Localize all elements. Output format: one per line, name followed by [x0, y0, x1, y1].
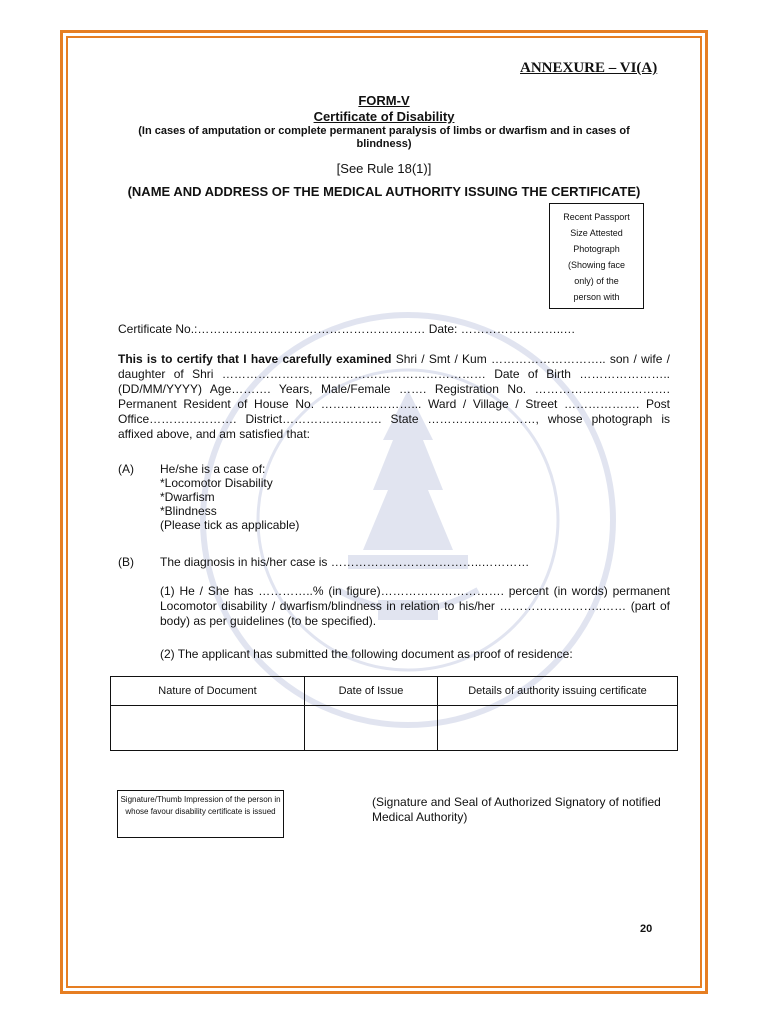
section-a-line: He/she is a case of: — [160, 462, 266, 476]
table-cell[interactable] — [111, 706, 305, 751]
photo-box-line: Recent Passport — [563, 212, 630, 222]
section-a-line: *Blindness — [160, 504, 217, 518]
annexure-heading: ANNEXURE – VI(A) — [520, 60, 658, 76]
certify-bold-text: This is to certify that I have carefully examined — [118, 352, 392, 366]
applicant-signature-box: Signature/Thumb Impression of the person in whose favour disability certificate is issued — [117, 790, 284, 838]
form-title: FORM-V — [358, 93, 410, 108]
certificate-subtitle: (In cases of amputation or complete permanent paralysis of limbs or dwarfism and in cases of blindness) — [138, 125, 630, 150]
column-header-date: Date of Issue — [305, 677, 438, 706]
photo-box-line: (Showing face — [567, 260, 626, 270]
medical-authority-heading: (NAME AND ADDRESS OF THE MEDICAL AUTHORITY ISSUING THE CERTIFICATE) — [127, 184, 641, 199]
table-row — [111, 706, 678, 751]
table-cell[interactable] — [305, 706, 438, 751]
residence-documents-table — [110, 676, 678, 751]
section-a-list — [160, 462, 299, 532]
page-number: 20 — [640, 923, 653, 935]
photo-box-line: Photograph — [573, 244, 620, 254]
rule-reference: [See Rule 18(1)] — [336, 161, 432, 176]
certify-details-text: Shri / Smt / Kum ……………………….. son / wife / daughter of Shri ………………………………………………………… Date of Birth ………………….. (DD/MM/YYYY) Age………. Years, Male/Female ……. Registration No. ……………………………. Permanent Resident of House No. …………..………... Ward / Village / Street ………………. Post Office…………………. District……………………. State ………………………, whose photograph is affixed above, and am satisfied that: — [118, 352, 670, 441]
column-header-authority: Details of authority issuing certificate — [438, 677, 678, 706]
authority-signature-caption: (Signature and Seal of Authorized Signatory of notified Medical Authority) — [372, 795, 661, 824]
table-cell[interactable] — [438, 706, 678, 751]
photo-box-line: Size Attested — [570, 228, 623, 238]
photo-placeholder-box — [549, 203, 644, 309]
section-b-label: (B) — [118, 555, 134, 569]
certification-paragraph — [118, 352, 670, 442]
section-a-line: (Please tick as applicable) — [160, 518, 300, 532]
section-a-label: (A) — [118, 462, 134, 476]
column-header-nature: Nature of Document — [111, 677, 305, 706]
certificate-title: Certificate of Disability — [313, 109, 455, 124]
residence-proof-line: (2) The applicant has submitted the following document as proof of residence: — [160, 647, 573, 661]
section-a-line: *Locomotor Disability — [160, 476, 273, 490]
disability-percent-paragraph: (1) He / She has …………..% (in figure)…………………………. percent (in words) permanent Locomotor disability / dwarfism/blindness in relation to his/her ……………………..…… (part of body) as per guidelines (to be specified). — [160, 584, 670, 628]
photo-box-line: person with — [573, 292, 620, 302]
photo-box-line: only) of the — [574, 276, 619, 286]
diagnosis-line: The diagnosis in his/her case is ………………………………..………… — [160, 555, 530, 569]
certificate-number-line: Certificate No.:………………………………………………… Date: ……………………..… — [118, 322, 576, 336]
section-a-line: *Dwarfism — [160, 490, 215, 504]
table-header-row — [111, 677, 678, 706]
